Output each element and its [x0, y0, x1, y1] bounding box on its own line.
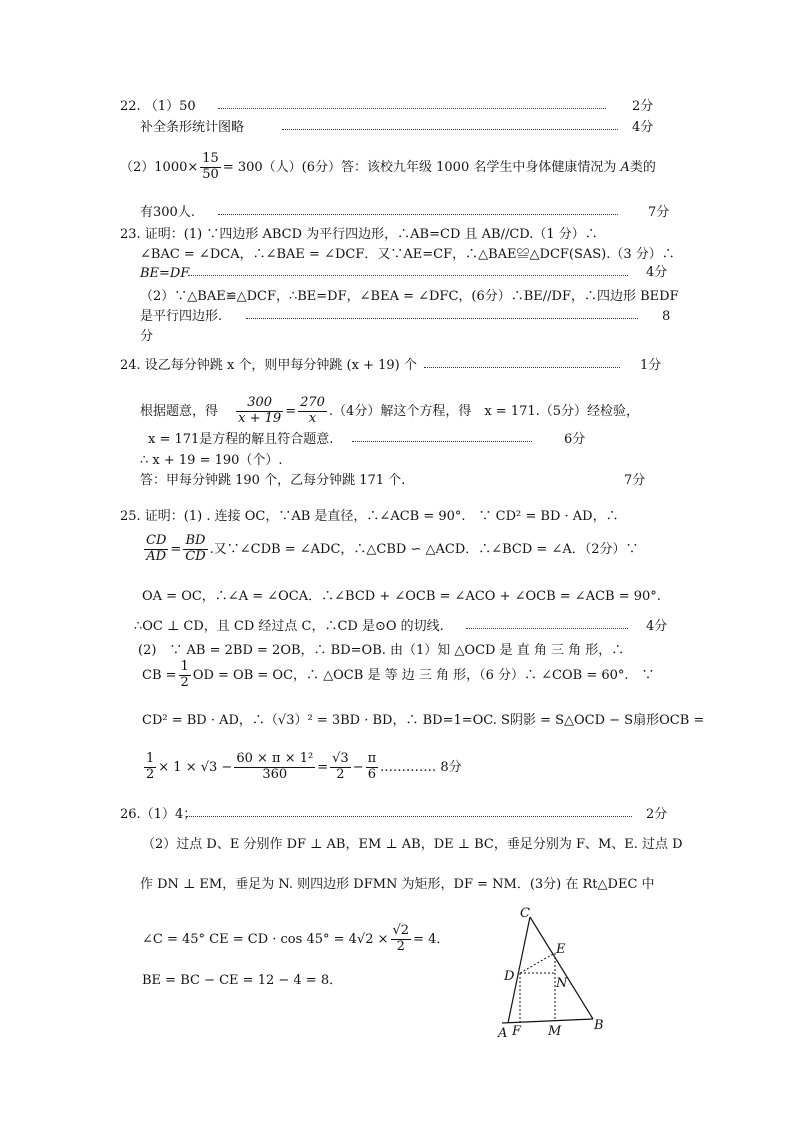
q26-line3: 作 DN ⊥ EM，垂足为 N. 则四边形 DFMN 为矩形，DF = NM．(3分) 在 Rt△DEC 中: [140, 877, 655, 892]
frac-den: 50: [202, 166, 219, 182]
q25-line7: CD² = BD · AD，∴（√3）² = 3BD · BD，∴ BD=1=OC. S阴影 = S△OCD − S扇形OCB =: [142, 713, 705, 728]
q25-line2-post: .又∵∠CDB = ∠ADC，∴△CBD ∽ △ACD．∴∠BCD = ∠A．（2分）∵: [209, 541, 639, 557]
fraction-sector: [234, 752, 315, 783]
label-c: C: [520, 906, 530, 921]
fraction-15-50: [200, 152, 221, 183]
q25-line6: [142, 660, 655, 691]
q25-line1: 25. 证明：(1) . 连接 OC，∵AB 是直径，∴∠ACB = 90°. ∵ CD² = BD · AD，∴: [120, 509, 619, 524]
q26-line2: （2）过点 D、E 分别作 DF ⊥ AB，EM ⊥ AB，DE ⊥ BC，垂足分别为 F、M、E. 过点 D: [142, 837, 683, 852]
q22-line1: 22. （1）50: [120, 99, 196, 114]
q24-line4: ∴ x + 19 = 190（个）.: [140, 453, 283, 468]
frac-den: CD: [185, 548, 206, 564]
frac-den: AD: [146, 548, 167, 564]
q25-line8: $\frac{1}{2}$ × 1 × √3 − $\frac{\text{60 × π × 1²}}{360}$ = $\frac{√3}{2}$ − $\frac{\pi}{6}$ .………… 8分: [146, 751, 462, 782]
label-b: B: [594, 1018, 604, 1033]
fraction-cd-ad: [144, 534, 168, 565]
label-e: E: [556, 942, 566, 957]
q22-line3: [120, 152, 656, 183]
q26-line1: 26.（1）4；: [120, 807, 197, 822]
frac-num: 300: [236, 396, 283, 412]
q26-line5: BE = BC − CE = 12 − 4 = 8．: [142, 973, 343, 988]
frac-num: √2: [392, 923, 410, 938]
q24-score5: 7分: [624, 473, 646, 488]
q23-line4: （2）∵△BAE≌△DCF，∴BE=DF，∠BEA = ∠DFC，(6分）∴BE//DF，∴四边形 BEDF: [140, 289, 679, 304]
frac-num: 1: [180, 659, 189, 674]
q22-line3-pre: （2）1000: [120, 159, 188, 175]
q25-line4: ∴OC ⊥ CD，且 CD 经过点 C，∴CD 是⊙O 的切线.: [134, 619, 444, 634]
leader-dots: [352, 441, 532, 442]
geometry-figure: [490, 905, 620, 1045]
q22-line3-A: A: [620, 159, 630, 175]
q25-score4: 4分: [646, 619, 668, 634]
label-n: N: [556, 976, 568, 991]
leader-dots: [188, 275, 628, 276]
q23-line3: BE=DF: [140, 266, 190, 281]
frac-den: x + 19: [238, 410, 282, 426]
q24-line2-post: .（4分）解这个方程，得 x = 171.（5分）经检验，: [328, 403, 640, 419]
frac-num: π: [367, 751, 377, 766]
line-cb: [530, 917, 593, 1019]
frac-num: 15: [202, 151, 219, 166]
q25-line8-x: × 1 × √3 −: [158, 759, 233, 775]
q26-score1: 2分: [646, 807, 668, 822]
frac-num: BD: [183, 534, 207, 550]
q24-line2: 根据题意，得 $\frac{300}{x + 19}$ = $\frac{270}{x}$ .（4分）解这个方程，得 x = 171.（5分）经检验，: [140, 395, 640, 426]
q25-line3: OA = OC，∴∠A = ∠OCA．∴∠BCD + ∠OCB = ∠ACO + ∠OCB = ∠ACB = 90°.: [142, 589, 661, 604]
fraction-half: [144, 752, 156, 783]
q25-line5: (2) ∵ AB = 2BD = 2OB，∴ BD=OB. 由（1）知 △OCD 是 直 角 三 角 形，∴: [138, 643, 625, 658]
fraction-half: [179, 660, 191, 691]
frac-den: 2: [146, 766, 155, 782]
q25-line8-end: .………… 8分: [380, 759, 462, 775]
q25-line2: $\frac{CD}{AD}$ = $\frac{BD}{CD}$ .又∵∠CDB = ∠ADC，∴△CBD ∽ △ACD．∴∠BCD = ∠A．（2分）∵: [146, 533, 639, 564]
frac-den: 2: [336, 766, 345, 782]
frac-den: 360: [262, 766, 288, 782]
q23-score5: 8: [662, 309, 671, 324]
leader-dots: [246, 318, 638, 319]
frac-den: 2: [180, 674, 189, 690]
frac-den: 2: [396, 938, 405, 954]
label-a: A: [498, 1026, 508, 1041]
frac-num: 270: [300, 395, 325, 410]
q25-line6-post: OD = OB = OC，∴ △OCB 是 等 边 三 角 形，（6 分）∴ ∠COB = 60°. ∵: [192, 667, 655, 683]
leader-dots: [186, 816, 632, 817]
leader-dots: [424, 367, 620, 368]
line-de: [520, 953, 555, 973]
frac-num: √3: [332, 751, 349, 766]
fraction-270: [298, 396, 327, 427]
fraction-300: [236, 396, 283, 427]
q23-line1: 23. 证明：(1) ∵四边形 ABCD 为平行四边形，∴AB=CD 且 AB//CD.（1 分）∴: [120, 227, 598, 242]
frac-num: 60 × π × 1²: [236, 751, 314, 766]
q23-score3: 4分: [646, 265, 668, 280]
q23-line6: 分: [140, 329, 154, 344]
fraction-root2-2: [391, 924, 412, 955]
fraction-bd-cd: [183, 534, 207, 565]
line-ab: [502, 1019, 593, 1023]
q25-line6-pre: CB =: [142, 667, 177, 683]
fraction-root3-2: [330, 752, 351, 783]
q23-line2: ∠BAC = ∠DCA，∴∠BAE = ∠DCF．又∵AE=CF，∴△BAE≌△DCF(SAS).（3 分）∴: [140, 247, 675, 262]
q24-line3: x = 171是方程的解且符合题意.: [148, 432, 334, 447]
q24-line5: 答：甲每分钟跳 190 个，乙每分钟跳 171 个.: [140, 473, 406, 488]
q26-line4: [142, 924, 449, 955]
q22-line2: 补全条形统计图略: [140, 120, 245, 135]
q24-score1: 1分: [640, 358, 662, 373]
q22-line4: 有300人.: [140, 205, 195, 220]
leader-dots: [218, 108, 606, 109]
q22-line3-post: = 300（人）(6分）答：该校九年级 1000 名学生中身体健康情况为: [222, 159, 617, 175]
q26-line4-post: = 4．: [413, 931, 450, 947]
q22-score2: 4分: [632, 120, 654, 135]
q22-score4: 7分: [648, 205, 670, 220]
frac-num: 1: [146, 751, 155, 766]
label-d: D: [504, 969, 515, 984]
fraction-pi-6: [366, 752, 379, 783]
q26-line4-pre: ∠C = 45° CE = CD · cos 45° = 4√2 ×: [142, 931, 389, 947]
q22-score1: 2分: [632, 99, 654, 114]
times-sign: ×: [187, 159, 199, 175]
label-m: M: [548, 1024, 562, 1039]
q24-line2-pre: 根据题意，得: [140, 403, 219, 419]
leader-dots: [466, 628, 628, 629]
q22-line3-end: 类的: [629, 159, 656, 175]
leader-dots: [282, 129, 618, 130]
frac-num: CD: [146, 533, 167, 548]
q24-score3: 6分: [564, 432, 586, 447]
q24-line1: 24. 设乙每分钟跳 x 个，则甲每分钟跳 (x + 19) 个: [120, 358, 417, 373]
q23-line5: 是平行四边形.: [140, 309, 223, 324]
label-f: F: [512, 1024, 522, 1039]
leader-dots: [218, 214, 618, 215]
frac-den: x: [308, 410, 317, 426]
frac-den: 6: [367, 766, 376, 782]
